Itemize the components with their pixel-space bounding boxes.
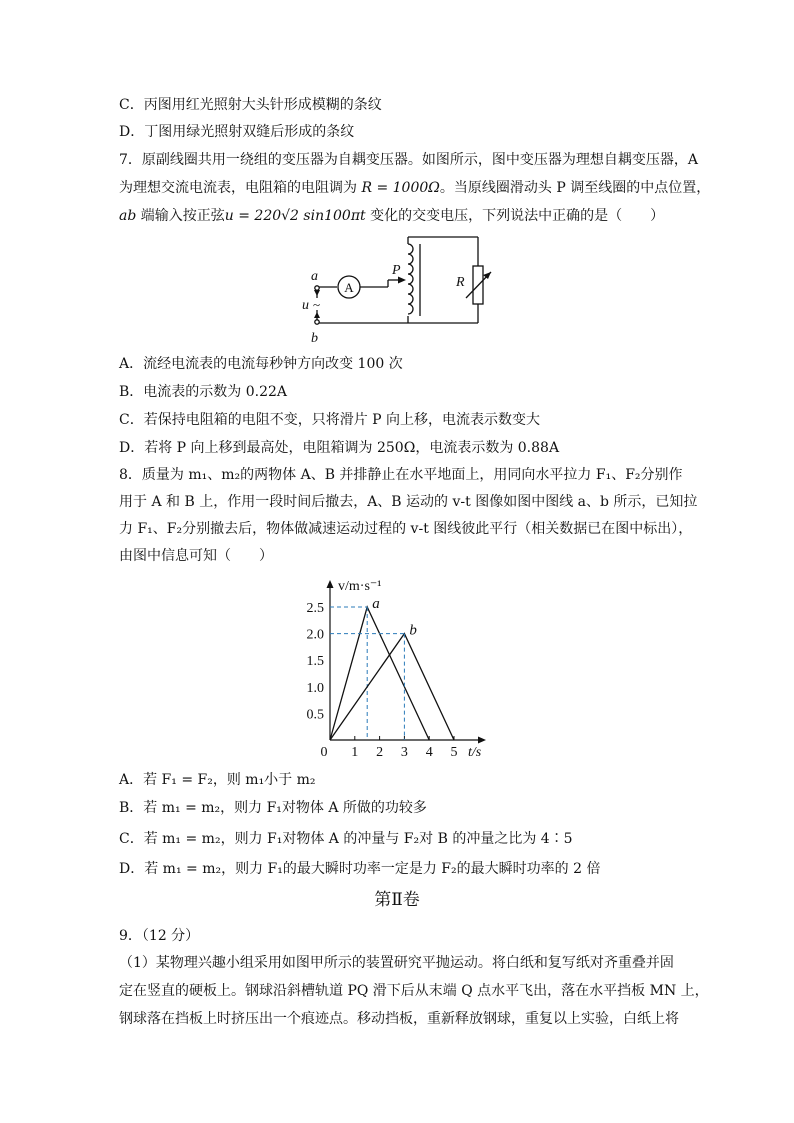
q7-stem-line3: ab 端输入按正弦u = 220√2 sin100πt 变化的交变电压，下列说法中正确的是（ ） bbox=[119, 208, 665, 224]
q8-stem-line3: 力 F₁、F₂分别撤去后，物体做减速运动过程的 v-t 图线彼此平行（相关数据已在图中标出）， bbox=[119, 521, 693, 537]
q8-option-d: D．若 m₁ = m₂，则力 F₁的最大瞬时功率一定是力 F₂的最大瞬时功率的 2 倍 bbox=[119, 861, 601, 877]
series-label-b: b bbox=[409, 622, 417, 639]
q7-option-b: B．电流表的示数为 0.22A bbox=[119, 384, 288, 400]
q8-option-c: C．若 m₁ = m₂，则力 F₁对物体 A 的冲量与 F₂对 B 的冲量之比为 4∶5 bbox=[119, 831, 573, 847]
q9-line1: （1）某物理兴趣小组采用如图甲所示的装置研究平抛运动。将白纸和复写纸对齐重叠并固 bbox=[119, 955, 674, 971]
y-tick-label: 1.0 bbox=[306, 680, 324, 696]
q7-voltage-formula: u = 220√2 sin100πt bbox=[224, 208, 366, 224]
terminal-a-label: a bbox=[311, 269, 318, 284]
x-axis-arrow-icon bbox=[478, 737, 486, 744]
y-tick-label: 2.0 bbox=[306, 627, 324, 643]
q7-resistance-formula: R = 1000Ω bbox=[361, 180, 440, 196]
y-axis-label: v/m·s⁻¹ bbox=[338, 579, 382, 594]
x-axis-label: t/s bbox=[468, 745, 482, 760]
q8-vt-chart bbox=[290, 572, 500, 762]
q7-option-a: A．流经电流表的电流每秒钟方向改变 100 次 bbox=[119, 356, 403, 372]
q9-line3: 钢球落在挡板上时挤压出一个痕迹点。移动挡板，重新释放钢球，重复以上实验，白纸上将 bbox=[119, 1011, 679, 1027]
q9-header: 9．（12 分） bbox=[119, 928, 200, 944]
q8-stem-line1: 8．质量为 m₁、m₂的两物体 A、B 并排静止在水平地面上，用同向水平拉力 F₁、F₂分别作 bbox=[119, 467, 683, 483]
y-tick-label: 0.5 bbox=[306, 707, 324, 723]
q7-circuit-diagram bbox=[290, 230, 510, 350]
x-tick-label: 1 bbox=[351, 745, 359, 760]
y-axis-arrow-icon bbox=[327, 580, 334, 588]
q8-option-a: A．若 F₁ = F₂，则 m₁小于 m₂ bbox=[119, 772, 316, 788]
q7-stem-line2: 为理想交流电流表，电阻箱的电阻调为 R = 1000Ω。当原线圈滑动头 P 调至线圈的中点位置， bbox=[119, 180, 711, 196]
q8-stem-line4: 由图中信息可知（ ） bbox=[119, 548, 273, 564]
q7-stem-line1: 7．原副线圈共用一绕组的变压器为自耦变压器。如图所示，图中变压器为理想自耦变压器，A bbox=[119, 152, 699, 168]
series-line-b bbox=[330, 634, 454, 740]
x-tick-label: 5 bbox=[450, 745, 458, 760]
q8-option-b: B．若 m₁ = m₂，则力 F₁对物体 A 所做的功较多 bbox=[119, 800, 427, 816]
x-tick-label: 4 bbox=[425, 745, 433, 760]
q8-stem-line2: 用于 A 和 B 上，作用一段时间后撤去，A、B 运动的 v-t 图像如图中图线 a、b 所示，已知拉 bbox=[119, 494, 698, 510]
q7-option-d: D．若将 P 向上移到最高处，电阻箱调为 250Ω，电流表示数为 0.88A bbox=[119, 440, 560, 456]
q9-line2: 定在竖直的硬板上。钢球沿斜槽轨道 PQ 滑下后从末端 Q 点水平飞出，落在水平挡板 MN 上， bbox=[119, 983, 709, 999]
y-tick-label: 1.5 bbox=[306, 654, 324, 670]
q7-option-c: C．若保持电阻箱的电阻不变，只将滑片 P 向上移，电流表示数变大 bbox=[119, 412, 541, 428]
section-2-title: 第Ⅱ卷 bbox=[374, 890, 420, 910]
terminal-b-label: b bbox=[311, 331, 318, 346]
y-tick-label: 2.5 bbox=[306, 601, 324, 616]
origin-label: 0 bbox=[320, 745, 328, 760]
x-tick-label: 2 bbox=[376, 745, 384, 760]
series-label-a: a bbox=[372, 596, 380, 612]
x-tick-label: 3 bbox=[400, 745, 408, 760]
ac-tilde-label: ~ bbox=[313, 297, 321, 312]
resistor-r-label: R bbox=[456, 275, 465, 290]
ammeter-label: A bbox=[344, 280, 354, 295]
q6-option-c: C．丙图用红光照射大头针形成模糊的条纹 bbox=[119, 97, 382, 113]
q6-option-d: D．丁图用绿光照射双缝后形成的条纹 bbox=[119, 124, 355, 140]
slider-p-label: P bbox=[392, 263, 401, 278]
voltage-u-label: u bbox=[302, 298, 309, 313]
